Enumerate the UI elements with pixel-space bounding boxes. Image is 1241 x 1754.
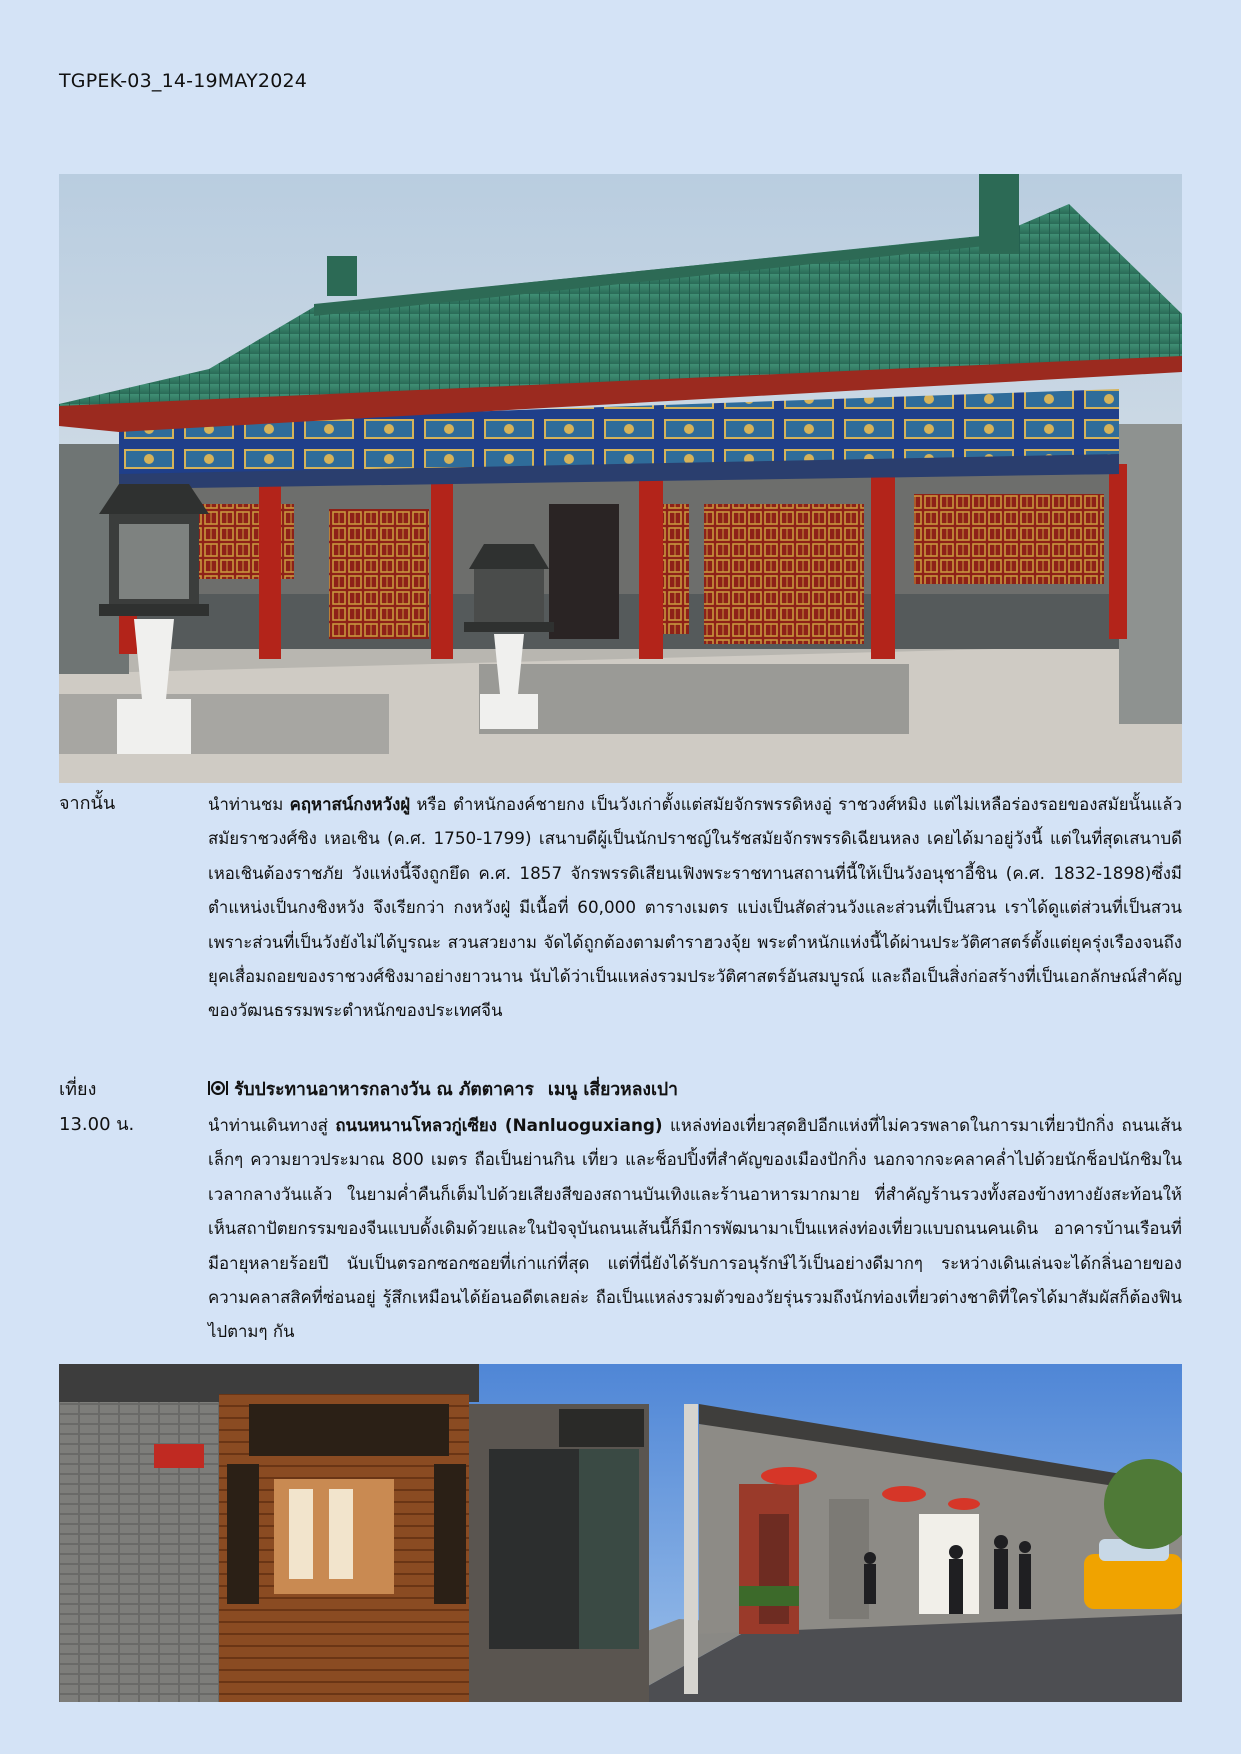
time-label-noon: เที่ยง bbox=[59, 1079, 97, 1100]
lunch-restaurant: รับประทานอาหารกลางวัน ณ ภัตตาคาร bbox=[234, 1080, 534, 1100]
dining-icon bbox=[208, 1080, 234, 1100]
text: นำท่านชม bbox=[208, 794, 290, 814]
description-prince-gong-mansion bbox=[208, 787, 1182, 1028]
lunch-menu: เมนู เสี่ยวหลงเปา bbox=[547, 1080, 678, 1100]
place-name: ถนนหนานโหลวกู่เซียง (Nanluoguxiang) bbox=[335, 1115, 663, 1135]
text: แหล่งท่องเที่ยวสุดฮิปอีกแห่งที่ไม่ควรพลาดในการมาเที่ยวปักกิ่ง ถนนเส้นเล็กๆ ความยาวประมาณ 800 เมตร ถือเป็นย่านกิน เที่ยว และช็อปปิ้งที่สำคัญของเมืองปักกิ่ง นอกจากจะคลาคล่ำไปด้วยนักช็อปนักชิมในเวลากลางวันแล้ว ในยามค่ำคืนก็เต็มไปด้วยเสียงสีของสถานบันเทิงและร้านอาหารมากมาย ที่สำคัญร้านรวงทั้งสองข้างทางยังสะท้อนให้เห็นสถาปัตยกรรมของจีนแบบดั้งเดิมด้วยและในปัจจุบันถนนเส้นนี้ก็มีการพัฒนามาเป็นแหล่งท่องเที่ยวแบบถนนคนเดิน อาคารบ้านเรือนที่มีอายุหลายร้อยปี นับเป็นตรอกซอกซอยที่เก่าแก่ที่สุด แต่ที่นี่ยังได้รับการอนุรักษ์ไว้เป็นอย่างดีมากๆ ระหว่างเดินเล่นจะได้กลิ่นอายของความคลาสสิคที่ซ่อนอยู่ รู้สึกเหมือนได้ย้อนอดีตเลยล่ะ ถือเป็นแหล่งรวมตัวของวัยรุ่นรวมถึงนักท่องเที่ยวต่างชาติที่ใครได้มาสัมผัสก็ต้องฟินไปตามๆ กัน bbox=[208, 1115, 1182, 1342]
time-label-then: จากนั้น bbox=[59, 793, 116, 814]
tour-code: TGPEK-03_14-19MAY2024 bbox=[59, 70, 308, 92]
lunch-line bbox=[208, 1073, 1182, 1107]
place-name: คฤหาสน์กงหวังฝู่ bbox=[289, 794, 411, 814]
text: นำท่านเดินทางสู่ bbox=[208, 1115, 336, 1135]
street-photo bbox=[59, 1364, 1182, 1702]
time-label-1300: 13.00 น. bbox=[59, 1114, 135, 1135]
palace-photo bbox=[59, 174, 1182, 783]
text: หรือ ตำหนักองค์ชายกง เป็นวังเก่าตั้งแต่สมัยจักรพรรดิหงอู่ ราชวงศ์หมิง แต่ไม่เหลือร่องรอยของสมัยนั้นแล้วสมัยราชวงศ์ชิง เหอเชิน (ค.ศ. 1750-1799) เสนาบดีผู้เป็นนักปราชญ์ในรัชสมัยจักรพรรดิเฉียนหลง เคยได้มาอยู่วังนี้ แต่ในที่สุดเสนาบดีเหอเชินต้องราชภัย วังแห่งนี้จึงถูกยึด ค.ศ. 1857 จักรพรรดิเสียนเฟิงพระราชทานสถานที่นี้ให้เป็นวังอนุชาอี้ชิน (ค.ศ. 1832-1898)ซึ่งมีตำแหน่งเป็นกงชิงหวัง จึงเรียกว่า กงหวังฝู่ มีเนื้อที่ 60,000 ตารางเมตร แบ่งเป็นสัดส่วนวังและส่วนที่เป็นสวน เราได้ดูแต่ส่วนที่เป็นสวน เพราะส่วนที่เป็นวังยังไม่ได้บูรณะ สวนสวยงาม จัดได้ถูกต้องตามตำราฮวงจุ้ย พระตำหนักแห่งนี้ได้ผ่านประวัติศาสตร์ตั้งแต่ยุครุ่งเรืองจนถึงยุคเสื่อมถอยของราชวงศ์ชิงมาอย่างยาวนาน นับได้ว่าเป็นแหล่งรวมประวัติศาสตร์อันสมบูรณ์ และถือเป็นสิ่งก่อสร้างที่เป็นเอกลักษณ์สำคัญของวัฒนธรรมพระตำหนักของประเทศจีน bbox=[208, 794, 1182, 1021]
description-nanluoguxiang bbox=[208, 1108, 1182, 1349]
